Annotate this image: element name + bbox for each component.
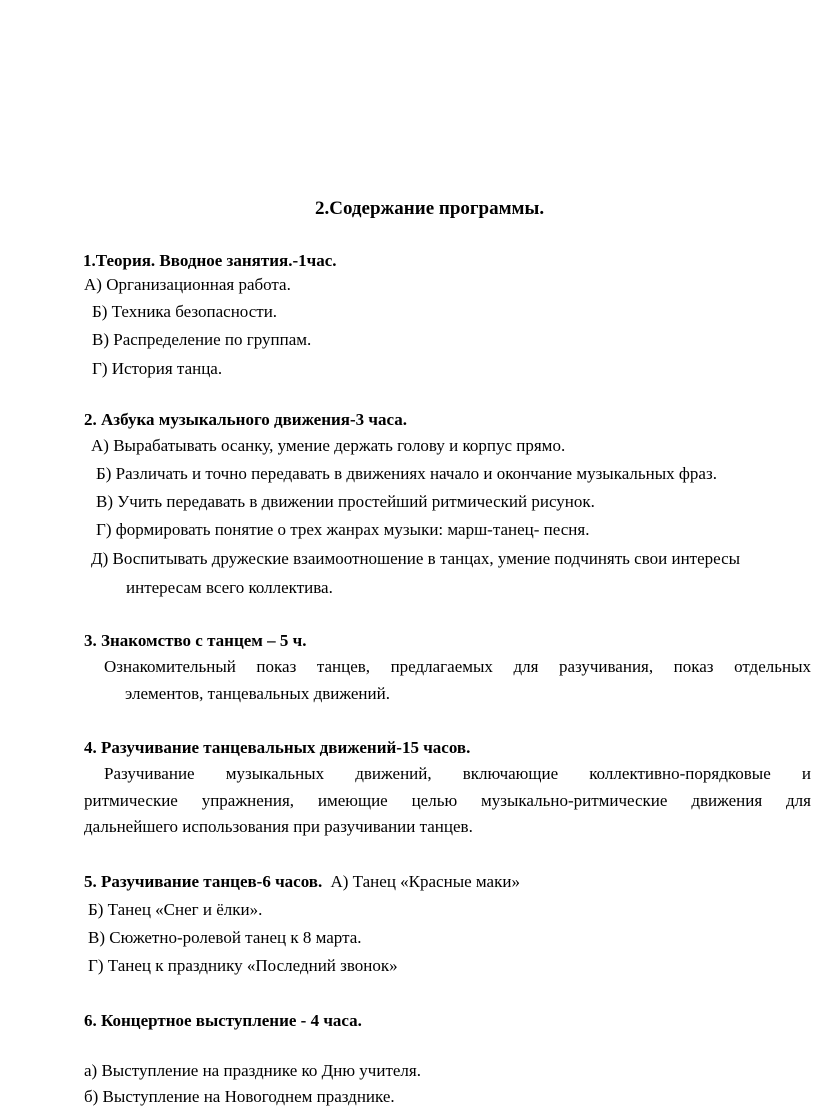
list-item: а) Выступление на празднике ко Дню учителя. xyxy=(84,1061,421,1080)
list-item: А) Танец «Красные маки» xyxy=(330,872,520,891)
list-item: Д) Воспитывать дружеские взаимоотношение в танцах, умение подчинять свои интересы xyxy=(91,549,741,568)
list-item: Б) Различать и точно передавать в движениях начало и окончание музыкальных фраз. xyxy=(96,464,717,483)
paragraph-line: Ознакомительный показ танцев, предлагаемых для разучивания, показ отдельных xyxy=(104,657,811,676)
list-item: Б) Техника безопасности. xyxy=(92,302,278,321)
list-item: Г) Танец к празднику «Последний звонок» xyxy=(88,956,398,975)
list-item: б) Выступление на Новогоднем празднике. xyxy=(84,1087,395,1106)
list-item: А) Вырабатывать осанку, умение держать голову и корпус прямо. xyxy=(91,436,566,455)
section-5-line xyxy=(84,872,520,892)
list-item-continuation: интересам всего коллектива. xyxy=(126,578,333,597)
page-title: 2.Содержание программы. xyxy=(315,198,545,219)
section-4-heading: 4. Разучивание танцевальных движений-15 часов. xyxy=(84,738,471,757)
section-5-heading: 5. Разучивание танцев-6 часов. xyxy=(84,872,323,891)
list-item: Б) Танец «Снег и ёлки». xyxy=(88,900,263,919)
paragraph-line: дальнейшего использования при разучивании танцев. xyxy=(84,817,473,836)
paragraph-line: Разучивание музыкальных движений, включающие коллективно-порядковые и xyxy=(104,764,811,783)
list-item: А) Организационная работа. xyxy=(84,275,291,294)
paragraph-line: ритмические упражнения, имеющие целью музыкально-ритмические движения для xyxy=(84,791,811,810)
section-2-heading: 2. Азбука музыкального движения-3 часа. xyxy=(84,410,407,429)
list-item: В) Распределение по группам. xyxy=(92,330,312,349)
section-6-heading: 6. Концертное выступление - 4 часа. xyxy=(84,1011,362,1030)
list-item: В) Учить передавать в движении простейший ритмический рисунок. xyxy=(96,492,595,511)
list-item: Г) формировать понятие о трех жанрах музыки: марш-танец- песня. xyxy=(96,520,590,539)
section-1-heading: 1.Теория. Вводное занятия.-1час. xyxy=(83,251,337,270)
paragraph-line: элементов, танцевальных движений. xyxy=(125,684,390,703)
section-3-heading: 3. Знакомство с танцем – 5 ч. xyxy=(84,631,307,650)
list-item: В) Сюжетно-ролевой танец к 8 марта. xyxy=(88,928,362,947)
list-item: Г) История танца. xyxy=(92,359,223,378)
